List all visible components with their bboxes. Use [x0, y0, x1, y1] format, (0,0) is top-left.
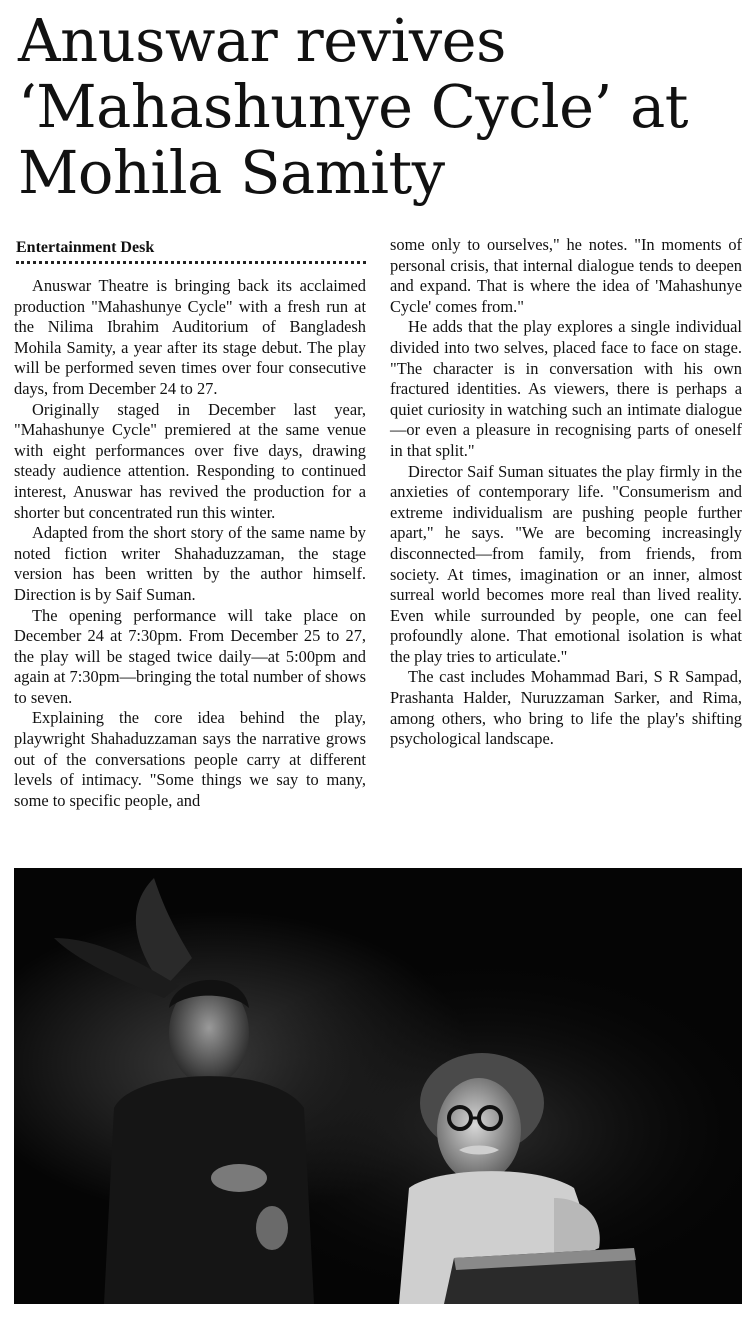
- article-column-1: [14, 276, 366, 811]
- paragraph: Director Saif Suman situates the play firmly in the anxieties of contemporary life. "Consumerism and extreme individualism are pushing people further apart," he says. "We are becoming increasingly disconnected—from family, from friends, from society. At times, imagination or an inner, almost surreal world becomes more real than lived reality. Even while surrounded by people, one can feel profoundly alone. That emotional isolation is what the play tries to articulate.": [390, 461, 742, 666]
- paragraph: He adds that the play explores a single individual divided into two selves, placed face to face on stage. "The character is in conversation with his own fractured identities. As viewers, there is perhaps a quiet curiosity in watching such an intimate dialogue—or even a pleasure in recognising parts of oneself in that split.": [390, 317, 742, 460]
- stage-photo: [14, 868, 742, 1304]
- article-column-2: [390, 235, 742, 750]
- paragraph: The opening performance will take place on December 24 at 7:30pm. From December 25 to 27, the play will be staged twice daily—at 5:00pm and again at 7:30pm—bringing the total number of shows to seven.: [14, 605, 366, 707]
- paragraph: some only to ourselves," he notes. "In moments of personal crisis, that internal dialogue tends to deepen and expand. That is where the idea of 'Mahashunye Cycle' comes from.": [390, 235, 742, 316]
- headline: Anuswar revives ‘Mahashunye Cycle’ at Mohila Samity: [18, 6, 688, 207]
- dotted-divider: [16, 261, 366, 264]
- paragraph: The cast includes Mohammad Bari, S R Sampad, Prashanta Halder, Nuruzzaman Sarker, and Rima, among others, who bring to life the play's shifting psychological landscape.: [390, 667, 742, 749]
- paragraph: Explaining the core idea behind the play, playwright Shahaduzzaman says the narrative grows out of the conversations people carry at different levels of intimacy. "Some things we say to many, some to specific people, and: [14, 708, 366, 810]
- byline: Entertainment Desk: [16, 239, 155, 256]
- paragraph: Originally staged in December last year, "Mahashunye Cycle" premiered at the same venue with eight performances over five days, drawing steady audience attention. Responding to continued interest, Anuswar has revived the production for a shorter but concentrated run this winter.: [14, 399, 366, 522]
- stage-photo-illustration: [14, 868, 742, 1304]
- paragraph: Adapted from the short story of the same name by noted fiction writer Shahaduzzaman, the stage version has been written by the author himself. Direction is by Saif Suman.: [14, 523, 366, 604]
- paragraph: Anuswar Theatre is bringing back its acclaimed production "Mahashunye Cycle" with a fresh run at the Nilima Ibrahim Auditorium of Bangladesh Mohila Samity, a year after its stage debut. The play will be performed seven times over four consecutive days, from December 24 to 27.: [14, 276, 366, 398]
